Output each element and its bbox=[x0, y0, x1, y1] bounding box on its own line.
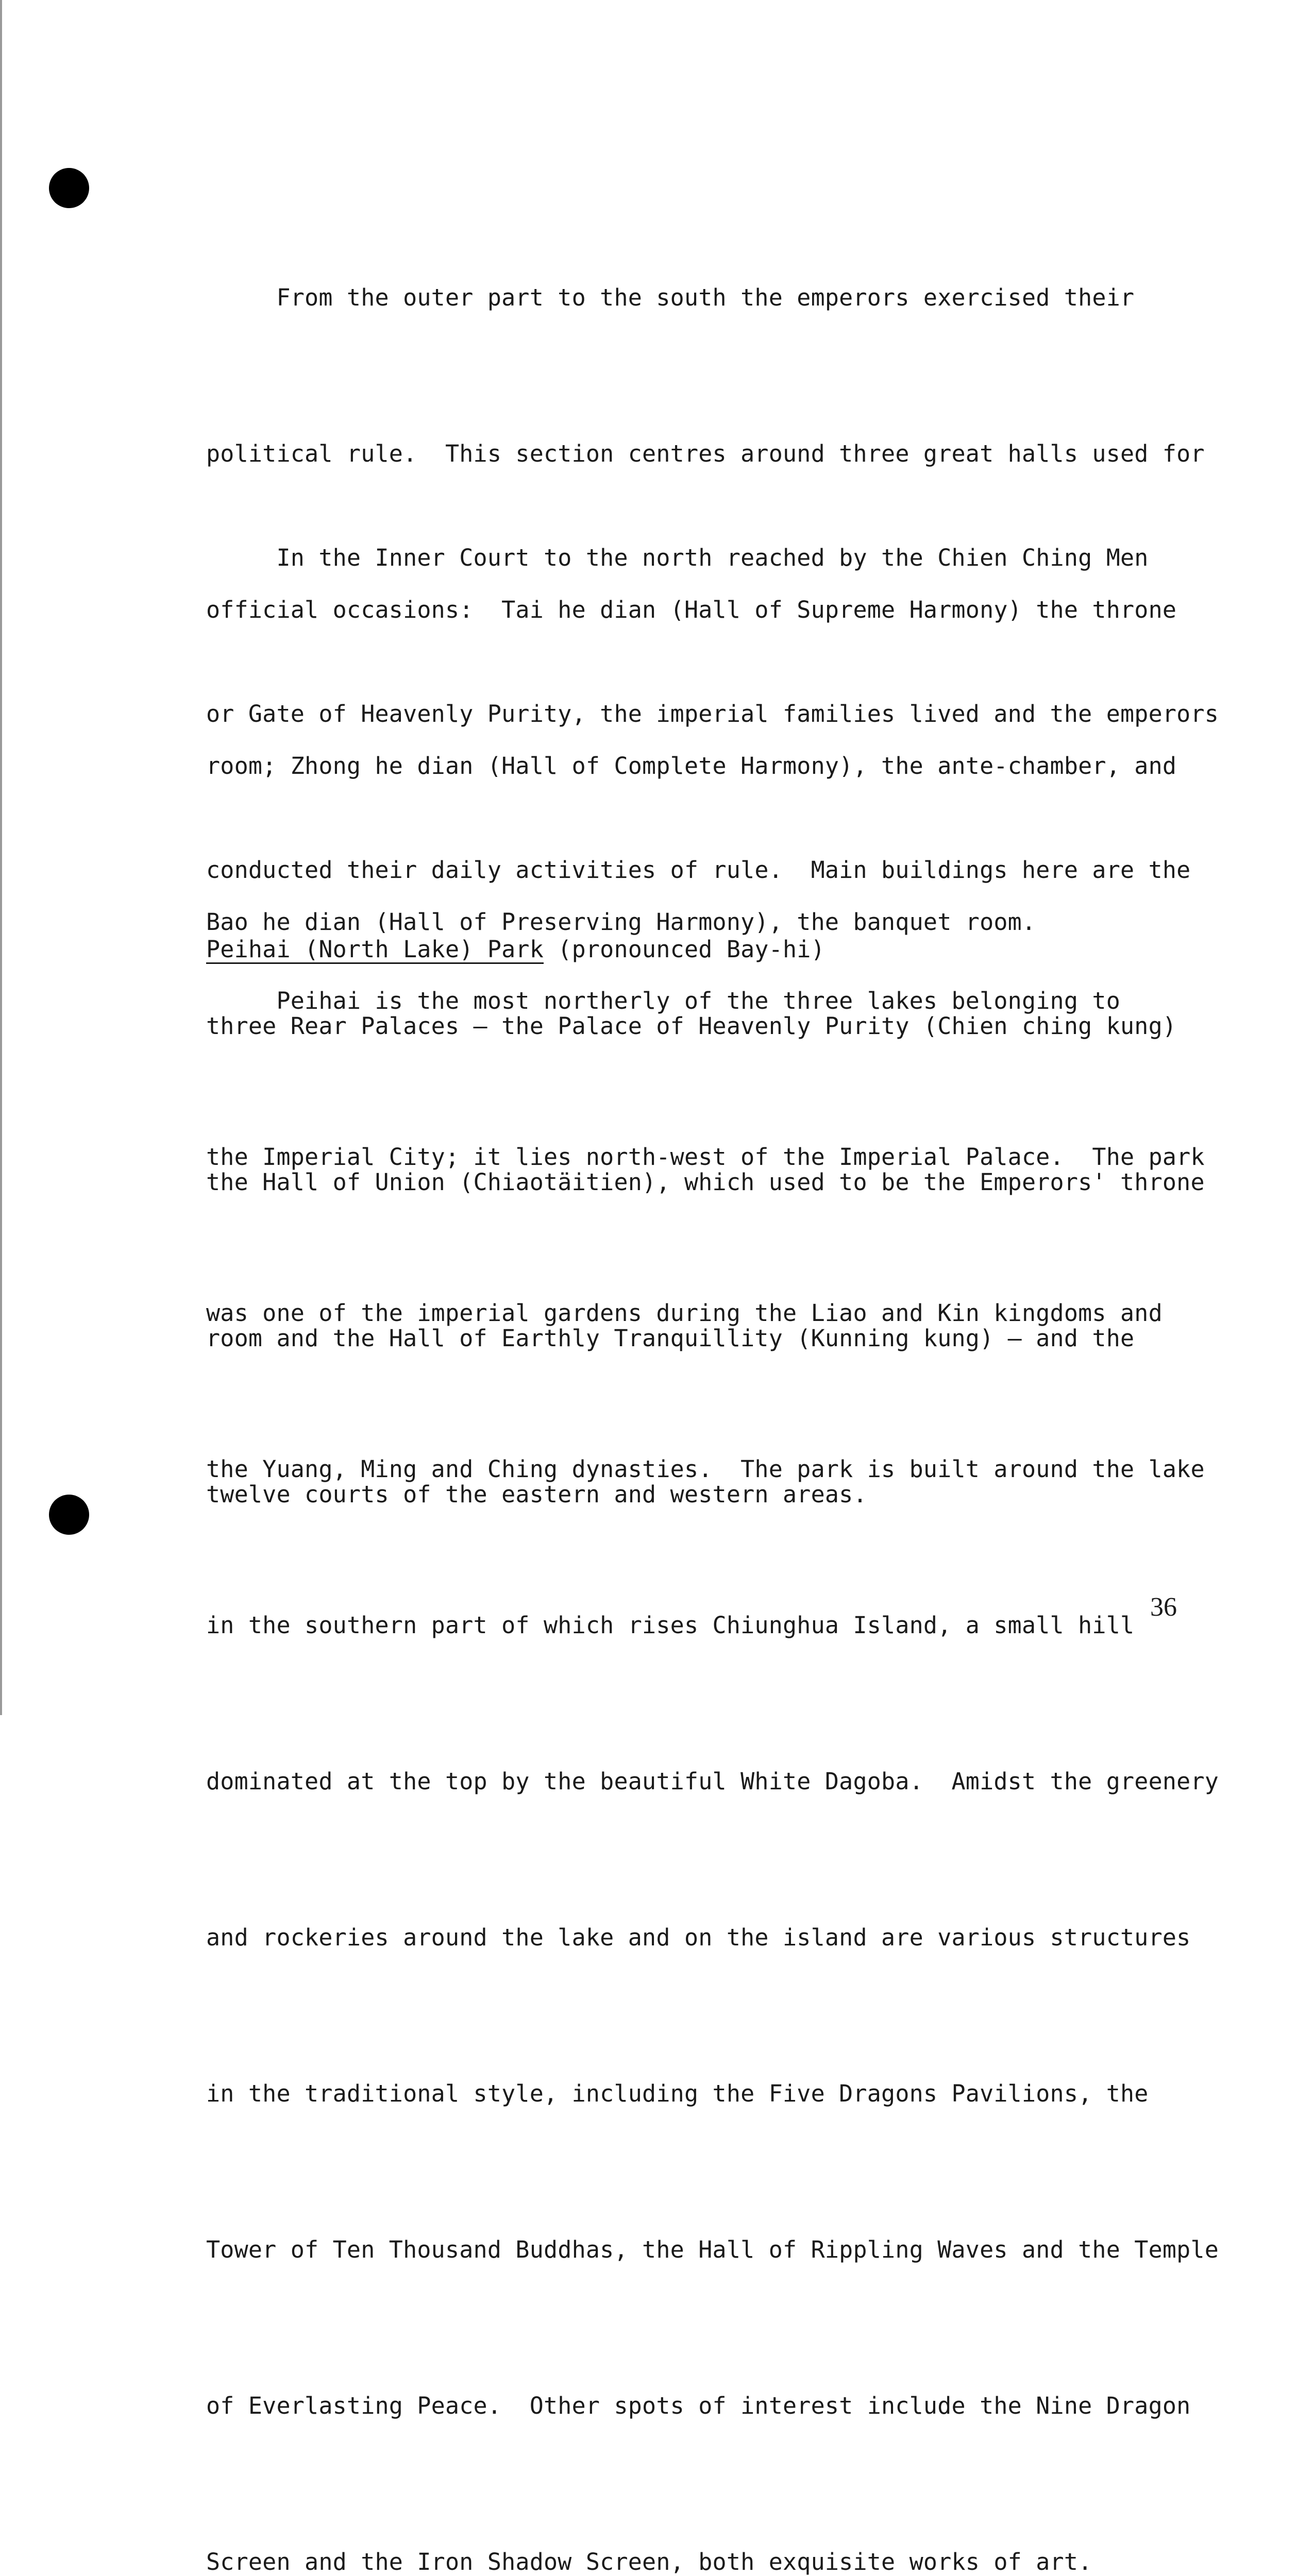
section-title: Peihai (North Lake) Park bbox=[206, 936, 544, 963]
page-left-edge bbox=[0, 0, 2, 1715]
punch-hole-bottom bbox=[49, 1495, 89, 1535]
text-line: the Imperial City; it lies north-west of the Imperial Palace. The park bbox=[206, 1143, 1205, 1171]
punch-hole-top bbox=[49, 168, 89, 208]
text-line: in the southern part of which rises Chiunghua Island, a small hill bbox=[206, 1612, 1135, 1639]
section-subtitle: (pronounced Bay-hi) bbox=[544, 936, 825, 963]
text-line: was one of the imperial gardens during the Liao and Kin kingdoms and bbox=[206, 1299, 1163, 1327]
text-line: in the traditional style, including the Five Dragons Pavilions, the bbox=[206, 2080, 1149, 2107]
text-line: Peihai is the most northerly of the three lakes belonging to bbox=[206, 987, 1120, 1014]
text-line: twelve courts of the eastern and western areas. bbox=[206, 1481, 867, 1508]
text-line: dominated at the top by the beautiful White Dagoba. Amidst the greenery bbox=[206, 1768, 1219, 1795]
text-line: official occasions: Tai he dian (Hall of Supreme Harmony) the throne bbox=[206, 596, 1177, 623]
text-line: conducted their daily activities of rule. Main buildings here are the bbox=[206, 856, 1191, 884]
text-line: or Gate of Heavenly Purity, the imperial families lived and the emperors bbox=[206, 700, 1219, 727]
page-number: 36 bbox=[1150, 1592, 1177, 1622]
text-line: room and the Hall of Earthly Tranquillity (Kunning kung) — and the bbox=[206, 1325, 1135, 1352]
text-line: Screen and the Iron Shadow Screen, both exquisite works of art. bbox=[206, 2548, 1092, 2575]
text-line: and rockeries around the lake and on the island are various structures bbox=[206, 1924, 1191, 1951]
text-line: Bao he dian (Hall of Preserving Harmony), the banquet room. bbox=[206, 908, 1036, 936]
text-line: Tower of Ten Thousand Buddhas, the Hall of Rippling Waves and the Temple bbox=[206, 2236, 1219, 2263]
text-line: political rule. This section centres around three great halls used for bbox=[206, 440, 1205, 467]
text-line: three Rear Palaces — the Palace of Heavenly Purity (Chien ching kung) bbox=[206, 1012, 1177, 1040]
text-line: In the Inner Court to the north reached by the Chien Ching Men bbox=[206, 544, 1149, 571]
text-line: the Yuang, Ming and Ching dynasties. The park is built around the lake bbox=[206, 1455, 1205, 1483]
text-line: From the outer part to the south the emperors exercised their bbox=[206, 284, 1135, 311]
text-line: the Hall of Union (Chiaotäitien), which used to be the Emperors' throne bbox=[206, 1168, 1205, 1196]
text-line: room; Zhong he dian (Hall of Complete Harmony), the ante-chamber, and bbox=[206, 752, 1177, 779]
text-line: of Everlasting Peace. Other spots of interest include the Nine Dragon bbox=[206, 2392, 1191, 2419]
